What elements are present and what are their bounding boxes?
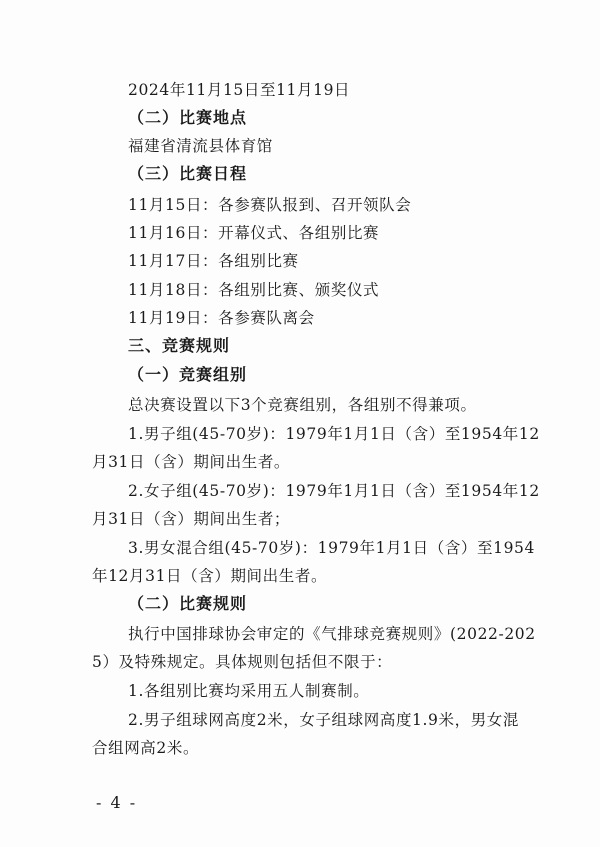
venue-heading: （二）比赛地点 — [128, 108, 248, 127]
rules-text: 执行中国排球协会审定的《气排球竞赛规则》(2022-202 — [128, 625, 536, 643]
competition-date-range: 2024年11月15日至11月19日 — [128, 81, 351, 99]
rule-2-cont: 合组网高2米。 — [92, 739, 200, 757]
rules-heading: （二）比赛规则 — [128, 594, 248, 613]
rules-text-cont: 5）及特殊规定。具体规则包括但不限于： — [92, 653, 393, 671]
groups-heading: （一）竞赛组别 — [128, 365, 248, 384]
schedule-item: 11月19日：各参赛队离会 — [128, 309, 315, 327]
schedule-item: 11月16日：开幕仪式、各组别比赛 — [128, 224, 380, 242]
group-3-text: 3.男女混合组(45-70岁)：1979年1月1日（含）至1954 — [128, 539, 535, 557]
schedule-item: 11月15日：各参赛队报到、召开领队会 — [128, 196, 412, 214]
group-2-text-cont: 月31日（含）期间出生者； — [92, 510, 291, 528]
schedule-item: 11月18日：各组别比赛、颁奖仪式 — [128, 281, 380, 299]
schedule-heading: （三）比赛日程 — [128, 164, 248, 183]
group-1-text-cont: 月31日（含）期间出生者。 — [92, 453, 291, 471]
rule-1: 1.各组别比赛均采用五人制赛制。 — [128, 682, 370, 700]
page-number: - 4 - — [96, 793, 138, 812]
schedule-item: 11月17日：各组别比赛 — [128, 252, 299, 270]
section-3-heading: 三、竞赛规则 — [128, 336, 231, 355]
group-1-text: 1.男子组(45-70岁)：1979年1月1日（含）至1954年12 — [128, 425, 540, 443]
groups-intro: 总决赛设置以下3个竞赛组别，各组别不得兼项。 — [128, 396, 477, 414]
rule-2: 2.男子组球网高度2米，女子组球网高度1.9米，男女混 — [128, 711, 520, 729]
group-3-text-cont: 年12月31日（含）期间出生者。 — [92, 567, 328, 585]
venue-text: 福建省清流县体育馆 — [128, 137, 273, 155]
group-2-text: 2.女子组(45-70岁)：1979年1月1日（含）至1954年12 — [128, 482, 540, 500]
